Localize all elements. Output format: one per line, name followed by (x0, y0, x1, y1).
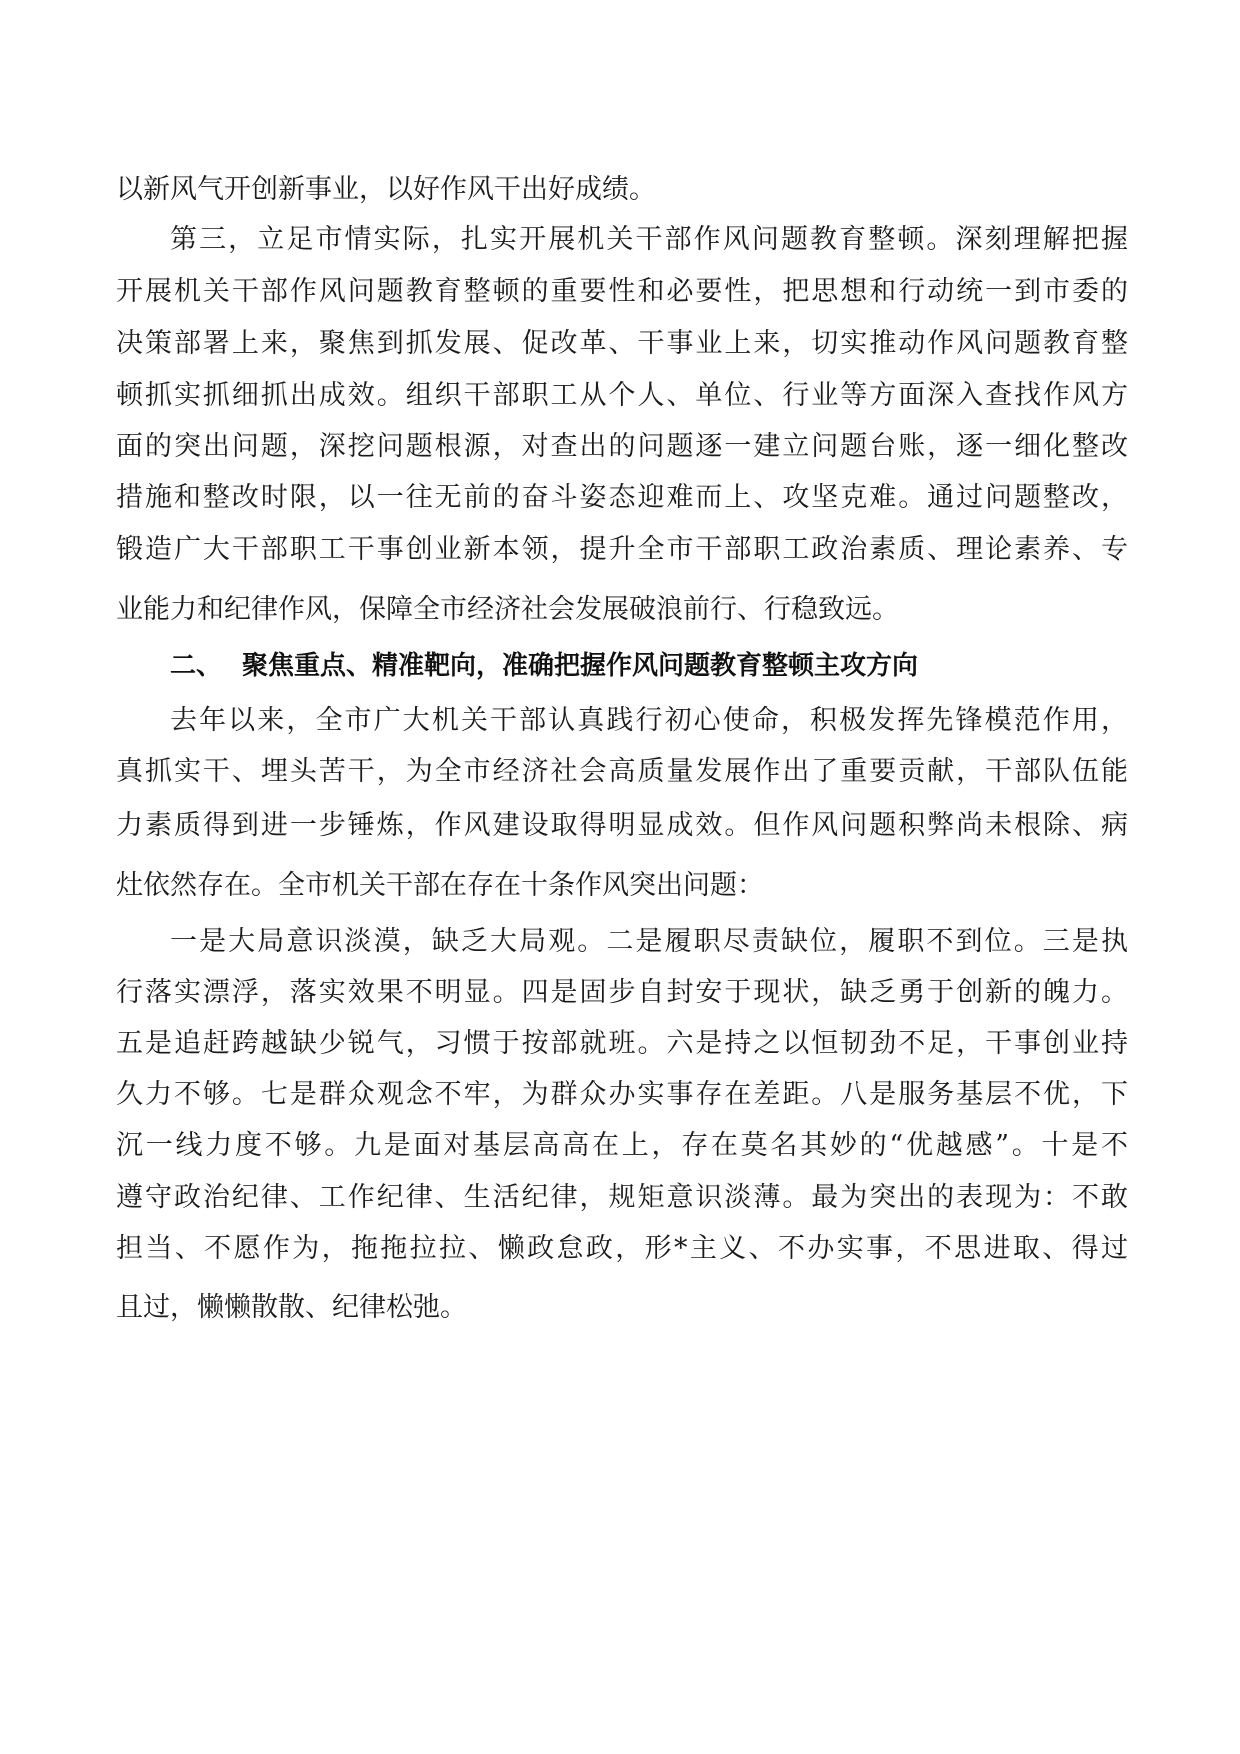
paragraph-line: 锻造广大干部职工干事创业新本领，提升全市干部职工政治素质、理论素养、专 (116, 534, 1128, 565)
section-heading-text: 聚焦重点、精准靶向，准确把握作风问题教育整顿主攻方向 (242, 651, 919, 681)
paragraph-line: 面的突出问题，深挖问题根源，对查出的问题逐一建立问题台账，逐一细化整改 (116, 431, 1128, 462)
paragraph-line: 力素质得到进一步锤炼，作风建设取得明显成效。但作风问题积弊尚未根除、病 (116, 810, 1128, 841)
paragraph-line: 去年以来，全市广大机关干部认真践行初心使命，积极发挥先锋模范作用， (170, 705, 1128, 736)
paragraph-line: 行落实漂浮，落实效果不明显。四是固步自封安于现状，缺乏勇于创新的魄力。 (116, 977, 1128, 1008)
paragraph-line: 决策部署上来，聚焦到抓发展、促改革、干事业上来，切实推动作风问题教育整 (116, 328, 1128, 359)
section-heading (170, 646, 1128, 686)
paragraph-line: 灶依然存在。全市机关干部在存在十条作风突出问题： (116, 870, 764, 901)
paragraph-line: 遵守政治纪律、工作纪律、生活纪律，规矩意识淡薄。最为突出的表现为：不敢 (116, 1182, 1128, 1213)
paragraph-line: 措施和整改时限，以一往无前的奋斗姿态迎难而上、攻坚克难。通过问题整改， (116, 482, 1128, 513)
paragraph-line: 沉一线力度不够。九是面对基层高高在上，存在莫名其妙的“优越感”。十是不 (116, 1130, 1128, 1161)
paragraph-line: 第三，立足市情实际，扎实开展机关干部作风问题教育整顿。深刻理解把握 (170, 224, 1128, 255)
paragraph-line: 开展机关干部作风问题教育整顿的重要性和必要性，把思想和行动统一到市委的 (116, 276, 1128, 307)
paragraph-line: 一是大局意识淡漠，缺乏大局观。二是履职尽责缺位，履职不到位。三是执 (170, 926, 1128, 957)
paragraph-line: 真抓实干、埋头苦干，为全市经济社会高质量发展作出了重要贡献，干部队伍能 (116, 756, 1128, 787)
paragraph-line: 以新风气开创新事业，以好作风干出好成绩。 (116, 174, 656, 205)
paragraph-line: 业能力和纪律作风，保障全市经济社会发展破浪前行、行稳致远。 (116, 594, 899, 625)
paragraph-line: 且过，懒懒散散、纪律松弛。 (116, 1292, 467, 1323)
paragraph-line: 五是追赶跨越缺少锐气，习惯于按部就班。六是持之以恒韧劲不足，干事创业持 (116, 1028, 1128, 1059)
paragraph-line: 久力不够。七是群众观念不牢，为群众办实事存在差距。八是服务基层不优，下 (116, 1079, 1128, 1110)
section-heading-number: 二、 (170, 651, 223, 681)
paragraph-line: 担当、不愿作为，拖拖拉拉、懒政怠政，形*主义、不办实事，不思进取、得过 (116, 1233, 1128, 1264)
paragraph-line: 顿抓实抓细抓出成效。组织干部职工从个人、单位、行业等方面深入查找作风方 (116, 380, 1128, 411)
